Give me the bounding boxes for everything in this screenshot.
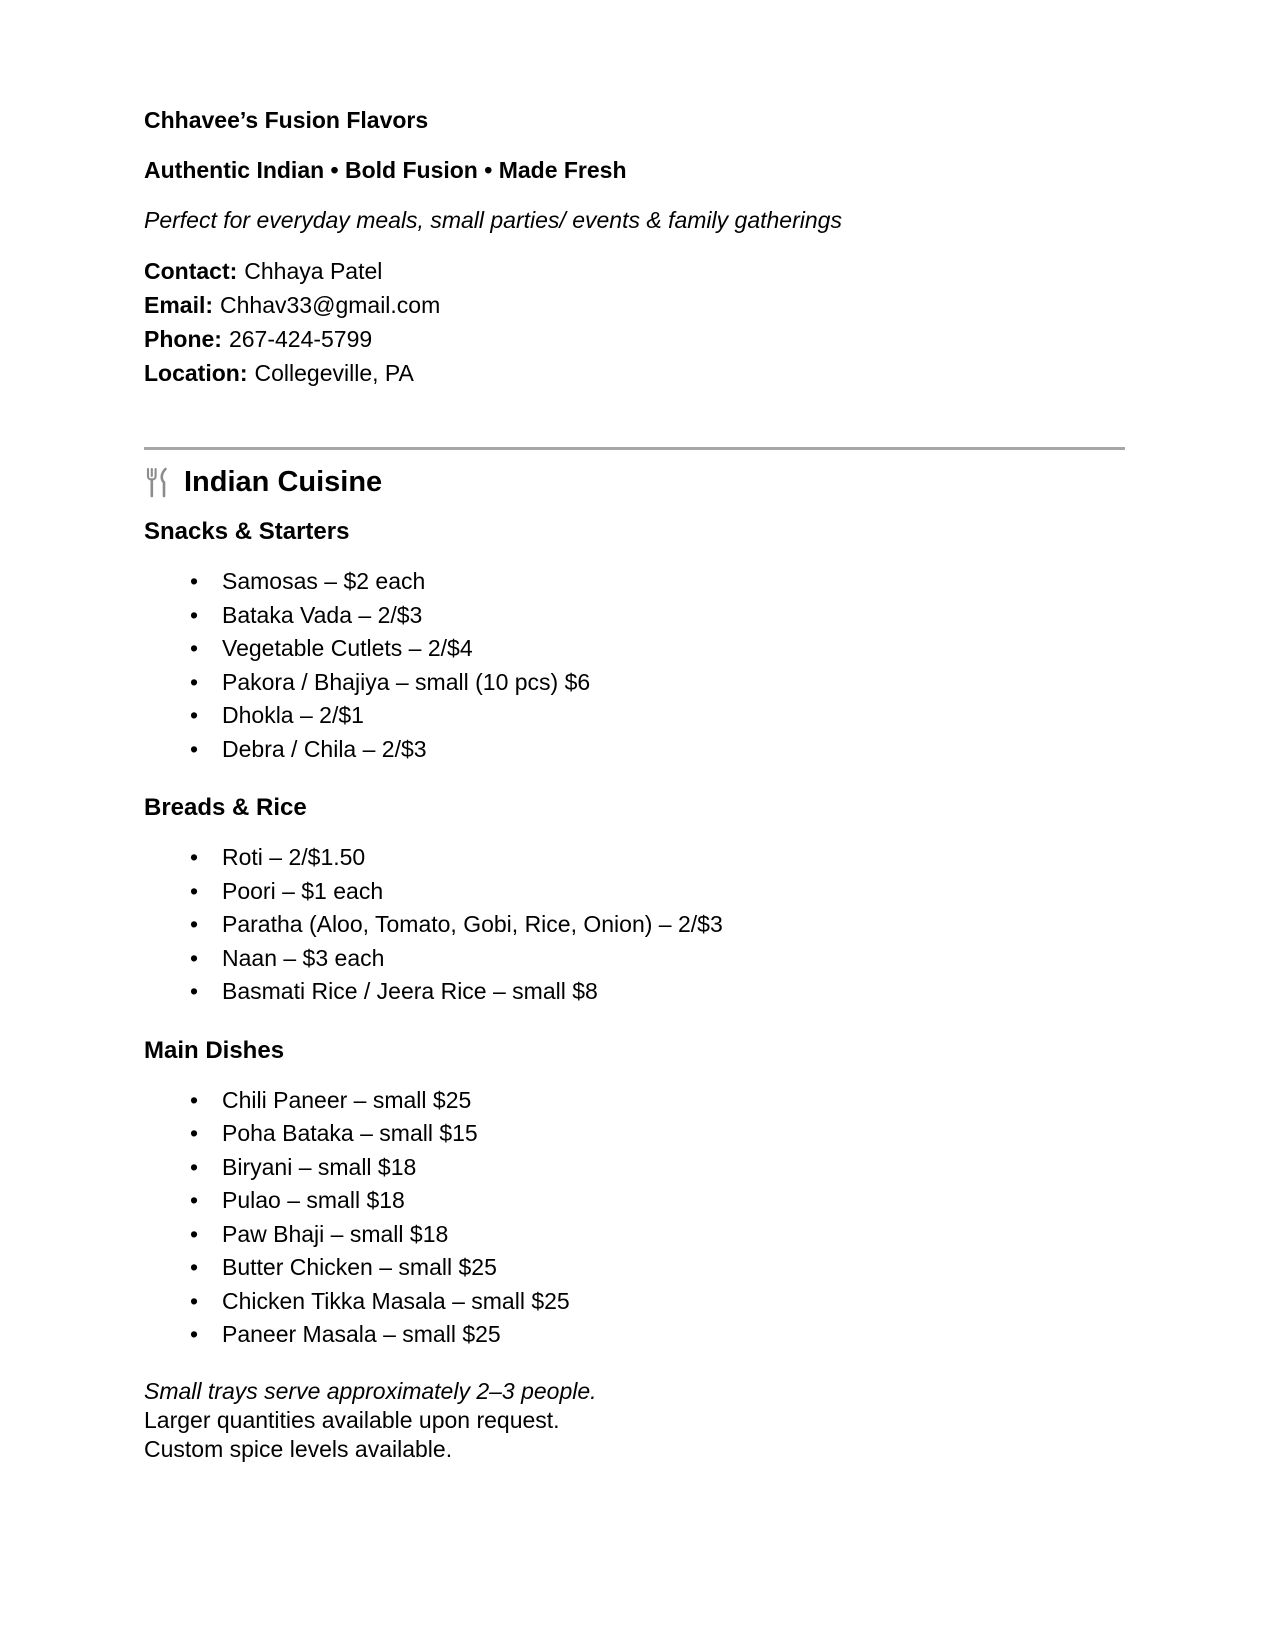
menu-item: • Naan – $3 each: [222, 942, 1125, 976]
subsection-title-breads-rice: Breads & Rice: [144, 794, 307, 821]
menu-item: • Debra / Chila – 2/$3: [222, 733, 1125, 767]
breads-rice-list: [144, 841, 1125, 1009]
snacks-starters-list: [144, 565, 1125, 766]
email-label: Email:: [144, 292, 214, 318]
phone-value: 267-424-5799: [228, 326, 373, 352]
subsection-title-snacks-starters: Snacks & Starters: [144, 518, 350, 545]
menu-item: • Bataka Vada – 2/$3: [222, 599, 1125, 633]
menu-item: • Paratha (Aloo, Tomato, Gobi, Rice, Onion) – 2/$3: [222, 908, 1125, 942]
menu-item: • Butter Chicken – small $25: [222, 1251, 1125, 1285]
tagline-bold: Authentic Indian • Bold Fusion • Made Fresh: [144, 157, 627, 183]
note-spice-levels: Custom spice levels available.: [144, 1435, 453, 1462]
fork-and-knife-icon: [144, 467, 171, 498]
location-value: Collegeville, PA: [254, 360, 414, 386]
email-value: Chhav33@gmail.com: [220, 292, 441, 318]
menu-item: • Roti – 2/$1.50: [222, 841, 1125, 875]
contact-line-phone: [144, 322, 1125, 356]
contact-label: Contact:: [144, 258, 238, 284]
menu-item: • Pakora / Bhajiya – small (10 pcs) $6: [222, 666, 1125, 700]
section-heading-indian-cuisine: [144, 465, 1125, 500]
menu-item: • Paneer Masala – small $25: [222, 1318, 1125, 1352]
subsection-title-main-dishes: Main Dishes: [144, 1036, 285, 1064]
phone-label: Phone:: [144, 326, 222, 352]
contact-line-contact: [144, 254, 1125, 288]
menu-item: • Pulao – small $18: [222, 1184, 1125, 1218]
menu-item: • Samosas – $2 each: [222, 565, 1125, 599]
menu-item: • Dhokla – 2/$1: [222, 699, 1125, 733]
main-dishes-list: [144, 1084, 1125, 1352]
menu-item: • Biryani – small $18: [222, 1151, 1125, 1185]
footer-notes: [144, 1377, 1125, 1464]
menu-item: • Vegetable Cutlets – 2/$4: [222, 632, 1125, 666]
contact-value: Chhaya Patel: [244, 258, 383, 284]
contact-line-location: [144, 356, 1125, 390]
location-label: Location:: [144, 360, 248, 386]
contact-block: [144, 254, 1125, 390]
menu-item: • Poha Bataka – small $15: [222, 1117, 1125, 1151]
menu-item: • Chili Paneer – small $25: [222, 1084, 1125, 1118]
note-serving-size: Small trays serve approximately 2–3 people.: [144, 1377, 597, 1404]
menu-item: • Paw Bhaji – small $18: [222, 1218, 1125, 1252]
section-title-text: Indian Cuisine: [184, 466, 383, 498]
tagline-italic: Perfect for everyday meals, small parties/ events & family gatherings: [144, 207, 842, 233]
contact-line-email: [144, 288, 1125, 322]
note-larger-quantities: Larger quantities available upon request.: [144, 1406, 560, 1433]
section-divider: [144, 447, 1125, 450]
menu-item: • Chicken Tikka Masala – small $25: [222, 1285, 1125, 1319]
menu-item: • Basmati Rice / Jeera Rice – small $8: [222, 975, 1125, 1009]
business-name: Chhavee’s Fusion Flavors: [144, 107, 429, 133]
menu-item: • Poori – $1 each: [222, 875, 1125, 909]
